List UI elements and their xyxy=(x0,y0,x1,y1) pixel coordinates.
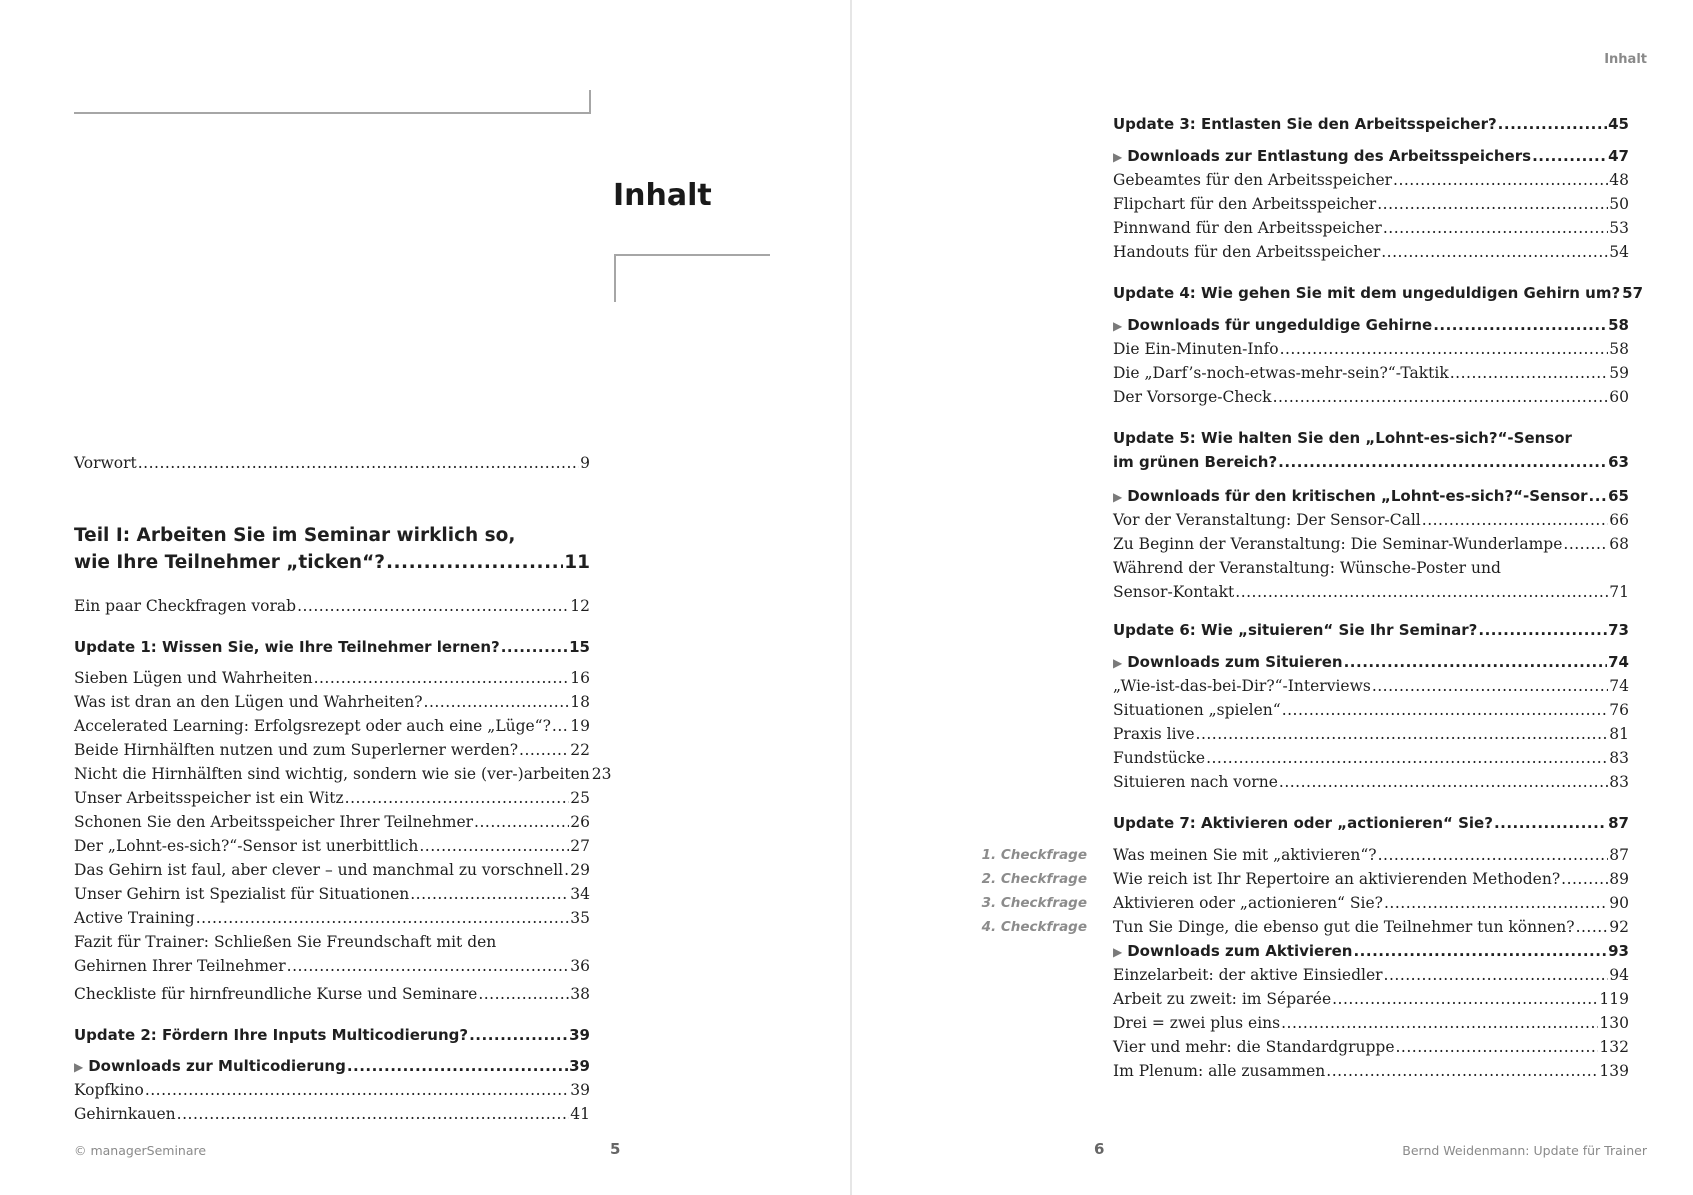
dot-leader xyxy=(1494,812,1607,836)
toc-entry xyxy=(74,1055,590,1080)
toc-entry xyxy=(1113,427,1629,474)
toc-entry-page-number: 27 xyxy=(570,837,590,855)
footer-author: Bernd Weidenmann: Update für Trainer xyxy=(1402,1143,1647,1158)
toc-entry-page-number: 71 xyxy=(1609,582,1629,601)
toc-entry-label: Arbeit zu zweit: im Séparée xyxy=(1113,990,1332,1008)
toc-entry-label: Update 2: Fördern Ihre Inputs Multicodierung? xyxy=(74,1026,469,1044)
play-arrow-icon: ▶ xyxy=(1113,490,1123,504)
toc-entry xyxy=(1113,362,1629,386)
dot-leader xyxy=(1332,988,1598,1012)
toc-entry xyxy=(1113,812,1629,836)
toc-entry-label-line1: Update 5: Wie halten Sie den „Lohnt-es-sich?“-Sensor xyxy=(1113,429,1572,447)
play-arrow-icon: ▶ xyxy=(1113,150,1123,164)
toc-entry xyxy=(1113,1012,1629,1036)
dot-leader xyxy=(478,983,569,1007)
toc-entry-page-number: 35 xyxy=(570,909,590,927)
checkfrage-margin-note: 1. Checkfrage xyxy=(981,847,1087,863)
toc-entry xyxy=(1113,193,1629,217)
footer-copyright: © managerSeminare xyxy=(74,1143,207,1158)
dot-leader xyxy=(1353,940,1607,964)
dot-leader xyxy=(1383,217,1608,241)
toc-entry-label: Vier und mehr: die Standardgruppe xyxy=(1113,1038,1395,1056)
dot-leader xyxy=(1589,485,1608,509)
dot-leader xyxy=(1206,747,1608,771)
toc-entry-label: Accelerated Learning: Erfolgsrezept oder auch eine „Lüge“? xyxy=(74,717,551,735)
dot-leader xyxy=(1273,386,1609,410)
toc-entry xyxy=(74,452,590,476)
toc-entry-label: Handouts für den Arbeitsspeicher xyxy=(1113,243,1381,261)
page-number-left: 5 xyxy=(610,1140,621,1158)
right-page xyxy=(852,0,1693,1195)
toc-entry xyxy=(1113,747,1629,771)
toc-entry-page-number: 16 xyxy=(570,669,590,687)
play-arrow-icon: ▶ xyxy=(1113,656,1123,670)
toc-entry-label: Die Ein-Minuten-Info xyxy=(1113,340,1279,358)
toc-entry-label: Ein paar Checkfragen vorab xyxy=(74,597,297,615)
toc-entry-label: Unser Arbeitsspeicher ist ein Witz xyxy=(74,789,344,807)
toc-entry-label: Die „Darf’s-noch-etwas-mehr-sein?“-Taktik xyxy=(1113,364,1449,382)
toc-entry-label: Tun Sie Dinge, die ebenso gut die Teilnehmer tun können? xyxy=(1113,918,1575,936)
toc-entry-page-number: 119 xyxy=(1599,990,1629,1008)
toc-entry xyxy=(1113,940,1629,965)
toc-entry xyxy=(1113,533,1629,557)
toc-entry-label: Praxis live xyxy=(1113,725,1195,743)
toc-entry-label: Beide Hirnhälften nutzen und zum Superlerner werden? xyxy=(74,741,519,759)
toc-entry-label: Situieren nach vorne xyxy=(1113,773,1278,791)
toc-entry xyxy=(1113,651,1629,676)
toc-entry xyxy=(1113,675,1629,699)
toc-entry-label: Drei = zwei plus eins xyxy=(1113,1014,1281,1032)
toc-entry-page-number: 26 xyxy=(570,813,590,831)
toc-entry-page-number: 139 xyxy=(1599,1062,1629,1080)
dot-leader xyxy=(1278,451,1607,475)
toc-entry xyxy=(1113,557,1629,604)
toc-entry-label: Der Vorsorge-Check xyxy=(1113,388,1272,406)
dot-leader xyxy=(1326,1060,1598,1084)
toc-entry xyxy=(74,931,590,978)
dot-leader xyxy=(1281,1012,1598,1036)
toc-entry xyxy=(1113,485,1629,510)
toc-entry-page-number: 94 xyxy=(1609,966,1629,984)
toc-entry-page-number: 23 xyxy=(591,765,612,783)
toc-entry-label: Der „Lohnt-es-sich?“-Sensor ist unerbittlich xyxy=(74,837,419,855)
toc-entry xyxy=(74,667,590,691)
dot-leader xyxy=(1563,533,1608,557)
toc-entry-page-number: 58 xyxy=(1608,316,1629,334)
toc-entry-page-number: 53 xyxy=(1609,219,1629,237)
dot-leader xyxy=(501,636,568,660)
toc-entry-page-number: 90 xyxy=(1609,894,1629,912)
toc-entry-page-number: 38 xyxy=(570,985,590,1003)
toc-entry-label: Downloads zum Aktivieren xyxy=(1127,942,1353,960)
toc-entry-label: Das Gehirn ist faul, aber clever – und manchmal zu vorschnell xyxy=(74,861,564,879)
toc-entry xyxy=(1113,988,1629,1012)
toc-entry xyxy=(1113,113,1629,137)
dot-leader xyxy=(1561,868,1608,892)
toc-entry-page-number: 68 xyxy=(1609,535,1629,553)
dot-leader xyxy=(519,739,569,763)
dot-leader xyxy=(1576,916,1609,940)
toc-entry-label: Gehirnkauen xyxy=(74,1105,176,1123)
toc-entry xyxy=(74,883,590,907)
toc-entry xyxy=(74,907,590,931)
toc-entry-page-number: 39 xyxy=(569,1057,590,1075)
dot-leader xyxy=(410,883,569,907)
toc-entry-page-number: 93 xyxy=(1608,942,1629,960)
dot-leader xyxy=(474,811,569,835)
toc-entry-page-number: 83 xyxy=(1609,749,1629,767)
toc-entry-label: Was ist dran an den Lügen und Wahrheiten? xyxy=(74,693,423,711)
dot-leader xyxy=(1450,362,1609,386)
toc-entry xyxy=(1113,241,1629,265)
toc-entry-page-number: 63 xyxy=(1608,452,1629,471)
dot-leader xyxy=(1196,723,1609,747)
toc-entry-page-number: 22 xyxy=(570,741,590,759)
toc-entry-label: Active Training xyxy=(74,909,195,927)
toc-entry-page-number: 74 xyxy=(1608,653,1629,671)
toc-entry-label: Update 4: Wie gehen Sie mit dem ungeduldigen Gehirn um? xyxy=(1113,284,1621,302)
toc-entry-page-number: 18 xyxy=(570,693,590,711)
dot-leader xyxy=(287,955,570,979)
dot-leader xyxy=(1433,314,1607,338)
toc-entry-label: Downloads zum Situieren xyxy=(1127,653,1343,671)
dot-leader xyxy=(386,549,563,576)
play-arrow-icon: ▶ xyxy=(1113,945,1123,959)
toc-entry-page-number: 11 xyxy=(564,552,590,573)
toc-entry-page-number: 59 xyxy=(1609,364,1629,382)
toc-entry xyxy=(74,835,590,859)
toc-entry-label: Vor der Veranstaltung: Der Sensor-Call xyxy=(1113,511,1421,529)
dot-leader xyxy=(297,595,569,619)
dot-leader xyxy=(1378,844,1609,868)
toc-entry-label: Update 3: Entlasten Sie den Arbeitsspeicher? xyxy=(1113,115,1497,133)
toc-entry-label: wie Ihre Teilnehmer „ticken“? xyxy=(74,552,385,573)
toc-entry-page-number: 74 xyxy=(1609,677,1629,695)
toc-entry-page-number: 25 xyxy=(570,789,590,807)
toc-entry-label: Kopfkino xyxy=(74,1081,144,1099)
dot-leader xyxy=(138,452,579,476)
toc-entry-page-number: 48 xyxy=(1609,171,1629,189)
toc-entry-label: Fundstücke xyxy=(1113,749,1206,767)
toc-entry-label: „Wie-ist-das-bei-Dir?“-Interviews xyxy=(1113,677,1371,695)
toc-entry-label-line1: Fazit für Trainer: Schließen Sie Freundschaft mit den xyxy=(74,933,497,951)
toc-entry xyxy=(74,739,590,763)
toc-entry-page-number: 34 xyxy=(570,885,590,903)
dot-leader xyxy=(1377,193,1608,217)
toc-entry-label: im grünen Bereich? xyxy=(1113,452,1278,471)
page-title: Inhalt xyxy=(613,178,712,213)
toc-entry-label: Was meinen Sie mit „aktivieren“? xyxy=(1113,846,1377,864)
running-head: Inhalt xyxy=(1604,52,1647,67)
decorative-frame-title xyxy=(614,254,770,302)
toc-entry-label: Pinnwand für den Arbeitsspeicher xyxy=(1113,219,1382,237)
dot-leader xyxy=(347,1055,568,1079)
toc-entry xyxy=(74,636,590,660)
toc-entry xyxy=(1113,723,1629,747)
toc-entry-page-number: 12 xyxy=(570,597,590,615)
dot-leader xyxy=(1279,771,1608,795)
toc-entry xyxy=(981,844,1629,868)
toc-entry xyxy=(1113,386,1629,410)
toc-entry xyxy=(1113,1060,1629,1084)
toc-entry-page-number: 41 xyxy=(570,1105,590,1123)
toc-entry xyxy=(1113,217,1629,241)
dot-leader xyxy=(1282,699,1609,723)
toc-entry-page-number: 81 xyxy=(1609,725,1629,743)
toc-entry xyxy=(1113,169,1629,193)
dot-leader xyxy=(314,667,570,691)
toc-entry-label: Downloads zur Multicodierung xyxy=(88,1057,346,1075)
toc-entry-label: Situationen „spielen“ xyxy=(1113,701,1281,719)
dot-leader xyxy=(196,907,570,931)
toc-entry-page-number: 15 xyxy=(569,638,590,656)
toc-entry xyxy=(1113,699,1629,723)
checkfrage-margin-note: 4. Checkfrage xyxy=(981,919,1087,935)
toc-entry xyxy=(74,787,590,811)
toc-entry-page-number: 58 xyxy=(1609,340,1629,358)
toc-entry-label: Update 7: Aktivieren oder „actionieren“ Sie? xyxy=(1113,814,1493,832)
toc-entry xyxy=(74,595,590,619)
toc-entry xyxy=(1113,1036,1629,1060)
toc-entry xyxy=(74,859,590,883)
toc-entry xyxy=(74,1024,590,1048)
toc-entry-page-number: 50 xyxy=(1609,195,1629,213)
toc-entry xyxy=(74,715,590,739)
dot-leader xyxy=(469,1024,568,1048)
checkfrage-margin-note: 2. Checkfrage xyxy=(981,871,1087,887)
toc-entry-page-number: 19 xyxy=(570,717,590,735)
toc-entry-label: Nicht die Hirnhälften sind wichtig, sondern wie sie (ver-)arbeiten xyxy=(74,765,590,783)
toc-entry-page-number: 83 xyxy=(1609,773,1629,791)
dot-leader xyxy=(1532,145,1607,169)
toc-entry-label-line1: Teil I: Arbeiten Sie im Seminar wirklich so, xyxy=(74,525,516,546)
toc-entry-label: Flipchart für den Arbeitsspeicher xyxy=(1113,195,1377,213)
play-arrow-icon: ▶ xyxy=(1113,319,1123,333)
toc-entry xyxy=(1113,964,1629,988)
toc-entry-page-number: 36 xyxy=(570,956,590,975)
toc-entry-label: Wie reich ist Ihr Repertoire an aktivierenden Methoden? xyxy=(1113,870,1561,888)
toc-entry xyxy=(1113,619,1629,643)
dot-leader xyxy=(419,835,569,859)
toc-entry-page-number: 66 xyxy=(1609,511,1629,529)
toc-entry-label: Aktivieren oder „actionieren“ Sie? xyxy=(1113,894,1383,912)
toc-entry-page-number: 29 xyxy=(570,861,590,879)
toc-entry xyxy=(74,983,590,1007)
toc-entry-label: Downloads für ungeduldige Gehirne xyxy=(1127,316,1433,334)
dot-leader xyxy=(145,1079,569,1103)
toc-entry-page-number: 87 xyxy=(1608,814,1629,832)
toc-entry xyxy=(1113,314,1629,339)
toc-entry xyxy=(1113,282,1644,306)
toc-entry-page-number: 39 xyxy=(570,1081,590,1099)
dot-leader xyxy=(1498,113,1607,137)
dot-leader xyxy=(1393,169,1608,193)
toc-entry xyxy=(1113,338,1629,362)
toc-entry-label: Zu Beginn der Veranstaltung: Die Seminar-Wunderlampe xyxy=(1113,535,1563,553)
toc-entry-label: Downloads zur Entlastung des Arbeitsspeichers xyxy=(1127,147,1532,165)
toc-entry-page-number: 92 xyxy=(1609,918,1629,936)
dot-leader xyxy=(1384,964,1609,988)
dot-leader xyxy=(1280,338,1609,362)
dot-leader xyxy=(1344,651,1608,675)
toc-entry-page-number: 132 xyxy=(1599,1038,1629,1056)
toc-entry-page-number: 45 xyxy=(1608,115,1629,133)
toc-entry-label: Sensor-Kontakt xyxy=(1113,582,1235,601)
toc-entry-label: Gehirnen Ihrer Teilnehmer xyxy=(74,956,286,975)
toc-entry xyxy=(74,522,590,576)
toc-entry xyxy=(74,763,612,787)
toc-entry xyxy=(1113,771,1629,795)
page-number-right: 6 xyxy=(1094,1140,1105,1158)
toc-entry-page-number: 89 xyxy=(1609,870,1629,888)
checkfrage-margin-note: 3. Checkfrage xyxy=(981,895,1087,911)
dot-leader xyxy=(177,1103,570,1127)
toc-entry xyxy=(981,916,1629,940)
toc-entry-page-number: 76 xyxy=(1609,701,1629,719)
toc-entry xyxy=(74,691,590,715)
dot-leader xyxy=(1235,581,1608,605)
dot-leader xyxy=(1381,241,1608,265)
toc-entry-label: Update 6: Wie „situieren“ Sie Ihr Seminar? xyxy=(1113,621,1478,639)
toc-entry-label: Update 1: Wissen Sie, wie Ihre Teilnehmer lernen? xyxy=(74,638,500,656)
toc-entry xyxy=(74,1079,590,1103)
dot-leader xyxy=(1478,619,1607,643)
toc-entry-label: Einzelarbeit: der aktive Einsiedler xyxy=(1113,966,1383,984)
toc-entry-label-line1: Während der Veranstaltung: Wünsche-Poster und xyxy=(1113,559,1501,577)
toc-entry-label: Checkliste für hirnfreundliche Kurse und Seminare xyxy=(74,985,478,1003)
decorative-frame-top xyxy=(74,90,591,114)
toc-entry-page-number: 65 xyxy=(1608,487,1629,505)
toc-entry-label: Gebeamtes für den Arbeitsspeicher xyxy=(1113,171,1393,189)
toc-entry xyxy=(981,892,1629,916)
toc-entry-page-number: 60 xyxy=(1609,388,1629,406)
toc-entry-label: Im Plenum: alle zusammen xyxy=(1113,1062,1326,1080)
dot-leader xyxy=(552,715,569,739)
dot-leader xyxy=(1384,892,1608,916)
toc-entry xyxy=(74,1103,590,1127)
toc-entry-page-number: 87 xyxy=(1609,846,1629,864)
toc-entry-page-number: 57 xyxy=(1622,284,1644,302)
toc-entry-label: Schonen Sie den Arbeitsspeicher Ihrer Teilnehmer xyxy=(74,813,474,831)
toc-entry-page-number: 54 xyxy=(1609,243,1629,261)
toc-entry-label: Vorwort xyxy=(74,454,137,472)
toc-entry-label: Downloads für den kritischen „Lohnt-es-sich?“-Sensor xyxy=(1127,487,1588,505)
dot-leader xyxy=(424,691,570,715)
dot-leader xyxy=(1396,1036,1599,1060)
toc-entry-label: Unser Gehirn ist Spezialist für Situationen xyxy=(74,885,410,903)
toc-entry xyxy=(74,811,590,835)
toc-entry xyxy=(1113,145,1629,170)
toc-entry-label: Sieben Lügen und Wahrheiten xyxy=(74,669,313,687)
toc-entry xyxy=(981,868,1629,892)
toc-entry xyxy=(1113,509,1629,533)
play-arrow-icon: ▶ xyxy=(74,1060,84,1074)
toc-entry-page-number: 47 xyxy=(1608,147,1629,165)
dot-leader xyxy=(345,787,570,811)
dot-leader xyxy=(1372,675,1608,699)
toc-entry-page-number: 130 xyxy=(1599,1014,1629,1032)
dot-leader xyxy=(1422,509,1609,533)
toc-entry-page-number: 9 xyxy=(580,454,590,472)
toc-entry-page-number: 73 xyxy=(1608,621,1629,639)
toc-entry-page-number: 39 xyxy=(569,1026,590,1044)
dot-leader xyxy=(564,859,569,883)
